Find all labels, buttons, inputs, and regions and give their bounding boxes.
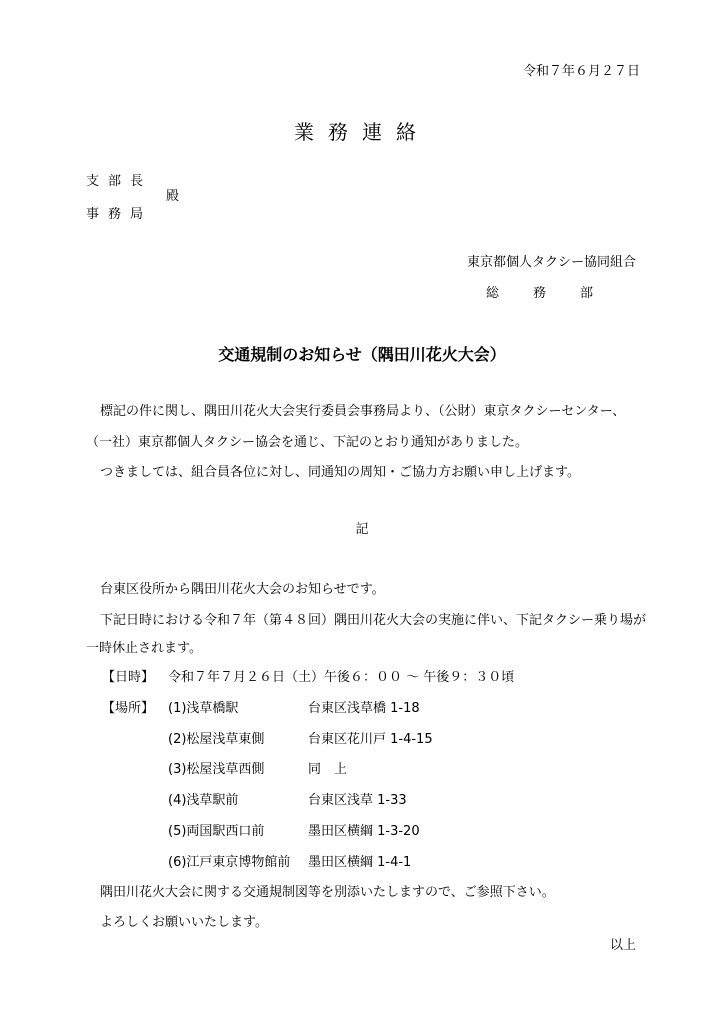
date-value: 令和７年７月２６日（土）午後６：００ ～ 午後９：３０頃 [168,670,515,685]
intro-line-1: 標記の件に関し、隅田川花火大会実行委員会事務局より、（公財）東京タクシーセンター、 [100,404,626,419]
date-label: 【日時】 [102,670,155,685]
place-name: (4)浅草駅前 [168,793,239,808]
place-address: 墨田区横綱 1-4-1 [308,855,412,870]
end-mark: 以上 [609,938,636,953]
place-name: (1)浅草橋駅 [168,701,239,716]
notice-line-3: 一時休止されます。 [86,641,202,656]
subject-heading: 交通規制のお知らせ（隅田川花火大会） [218,345,506,364]
sender-department: 総務部 [486,286,628,301]
sender-organization: 東京都個人タクシー協同組合 [466,255,636,270]
place-name: (2)松屋浅草東側 [168,732,265,747]
intro-line-3: つきましては、組合員各位に対し、同通知の周知・ご協力方お願い申し上げます。 [100,465,580,480]
place-name: (5)両国駅西口前 [168,824,265,839]
closing-line-1: 隅田川花火大会に関する交通規制図等を別添いたしますので、ご参照下さい。 [100,885,555,900]
place-address: 台東区浅草 1-33 [308,793,407,808]
closing-line-2: よろしくお願いいたします。 [100,915,268,930]
notice-line-1: 台東区役所から隅田川花火大会のお知らせです。 [100,582,385,597]
place-address: 台東区浅草橋 1-18 [308,701,420,716]
place-address: 墨田区横綱 1-3-20 [308,824,420,839]
place-name: (6)江戸東京博物館前 [168,855,291,870]
addressee-office: 事務局 [86,207,153,222]
honorific: 殿 [166,189,180,204]
document-date: 令和７年６月２７日 [522,64,640,79]
intro-line-2: （一社）東京都個人タクシー協会を通じ、下記のとおり通知がありました。 [86,435,529,450]
ki-marker: 記 [355,522,369,537]
place-label: 【場所】 [102,701,155,716]
notice-line-2: 下記日時における令和７年（第４８回）隅田川花火大会の実施に伴い、下記タクシー乗り場が [100,613,647,628]
place-address: 台東区花川戸 1-4-15 [308,732,433,747]
place-address: 同 上 [308,762,348,777]
addressee-branch-chief: 支部長 [86,174,153,189]
place-name: (3)松屋浅草西側 [168,762,265,777]
document-title: 業務連絡 [294,120,430,144]
